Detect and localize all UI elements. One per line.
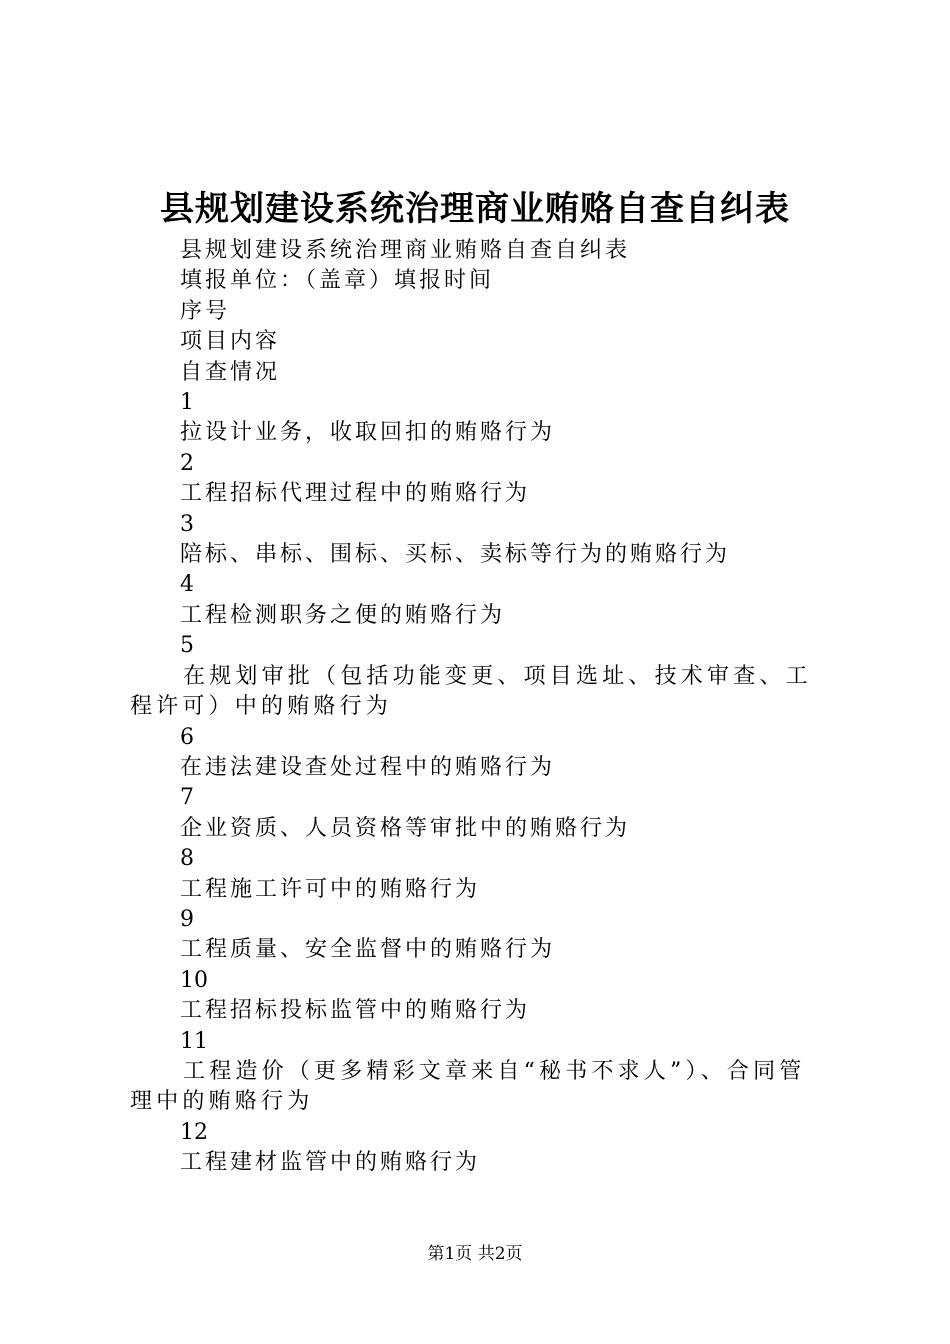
body-line: 陪标、串标、围标、买标、卖标等行为的贿赂行为 [180,542,731,568]
body-line: 工程检测职务之便的贿赂行为 [180,602,506,628]
body-line: 工程招标投标监管中的贿赂行为 [180,998,531,1024]
body-line: 工程招标代理过程中的贿赂行为 [180,481,531,507]
body-line: 工程质量、安全监督中的贿赂行为 [180,937,556,963]
item-number: 3 [180,511,194,537]
item-number: 7 [180,785,194,811]
body-line: 工程施工许可中的贿赂行为 [180,876,481,902]
document-title: 县规划建设系统治理商业贿赂自查自纠表 [160,189,790,229]
body-line: 企业资质、人员资格等审批中的贿赂行为 [180,815,631,841]
body-line: 序号 [180,298,231,324]
item-number: 1 [180,390,194,416]
item-number: 12 [180,1119,208,1145]
body-line: 拉设计业务，收取回扣的贿赂行为 [180,420,556,446]
body-line: 县规划建设系统治理商业贿赂自查自纠表 [180,238,631,263]
item-number: 11 [180,1028,208,1054]
item-number: 5 [180,633,194,659]
body-line: 填报单位：（盖章）填报时间 [180,268,495,294]
item-number: 4 [180,572,194,598]
page-footer: 第1页 共2页 [427,1244,523,1264]
body-line: 工程建材监管中的贿赂行为 [180,1150,481,1176]
item-number: 6 [180,724,194,750]
document-body [130,236,830,1179]
item-number: 8 [180,846,194,872]
item-number: 2 [180,450,194,476]
body-line: 在规划审批（包括功能变更、项目选址、技术审查、工程许可）中的贿赂行为 [130,663,812,720]
item-number: 9 [180,906,194,932]
item-number: 10 [180,967,208,993]
body-line: 自查情况 [180,359,281,385]
body-line: 在违法建设查处过程中的贿赂行为 [180,754,556,780]
body-line: 项目内容 [180,329,281,355]
body-line: 工程造价（更多精彩文章来自“秘书不求人”）、合同管理中的贿赂行为 [130,1058,806,1115]
